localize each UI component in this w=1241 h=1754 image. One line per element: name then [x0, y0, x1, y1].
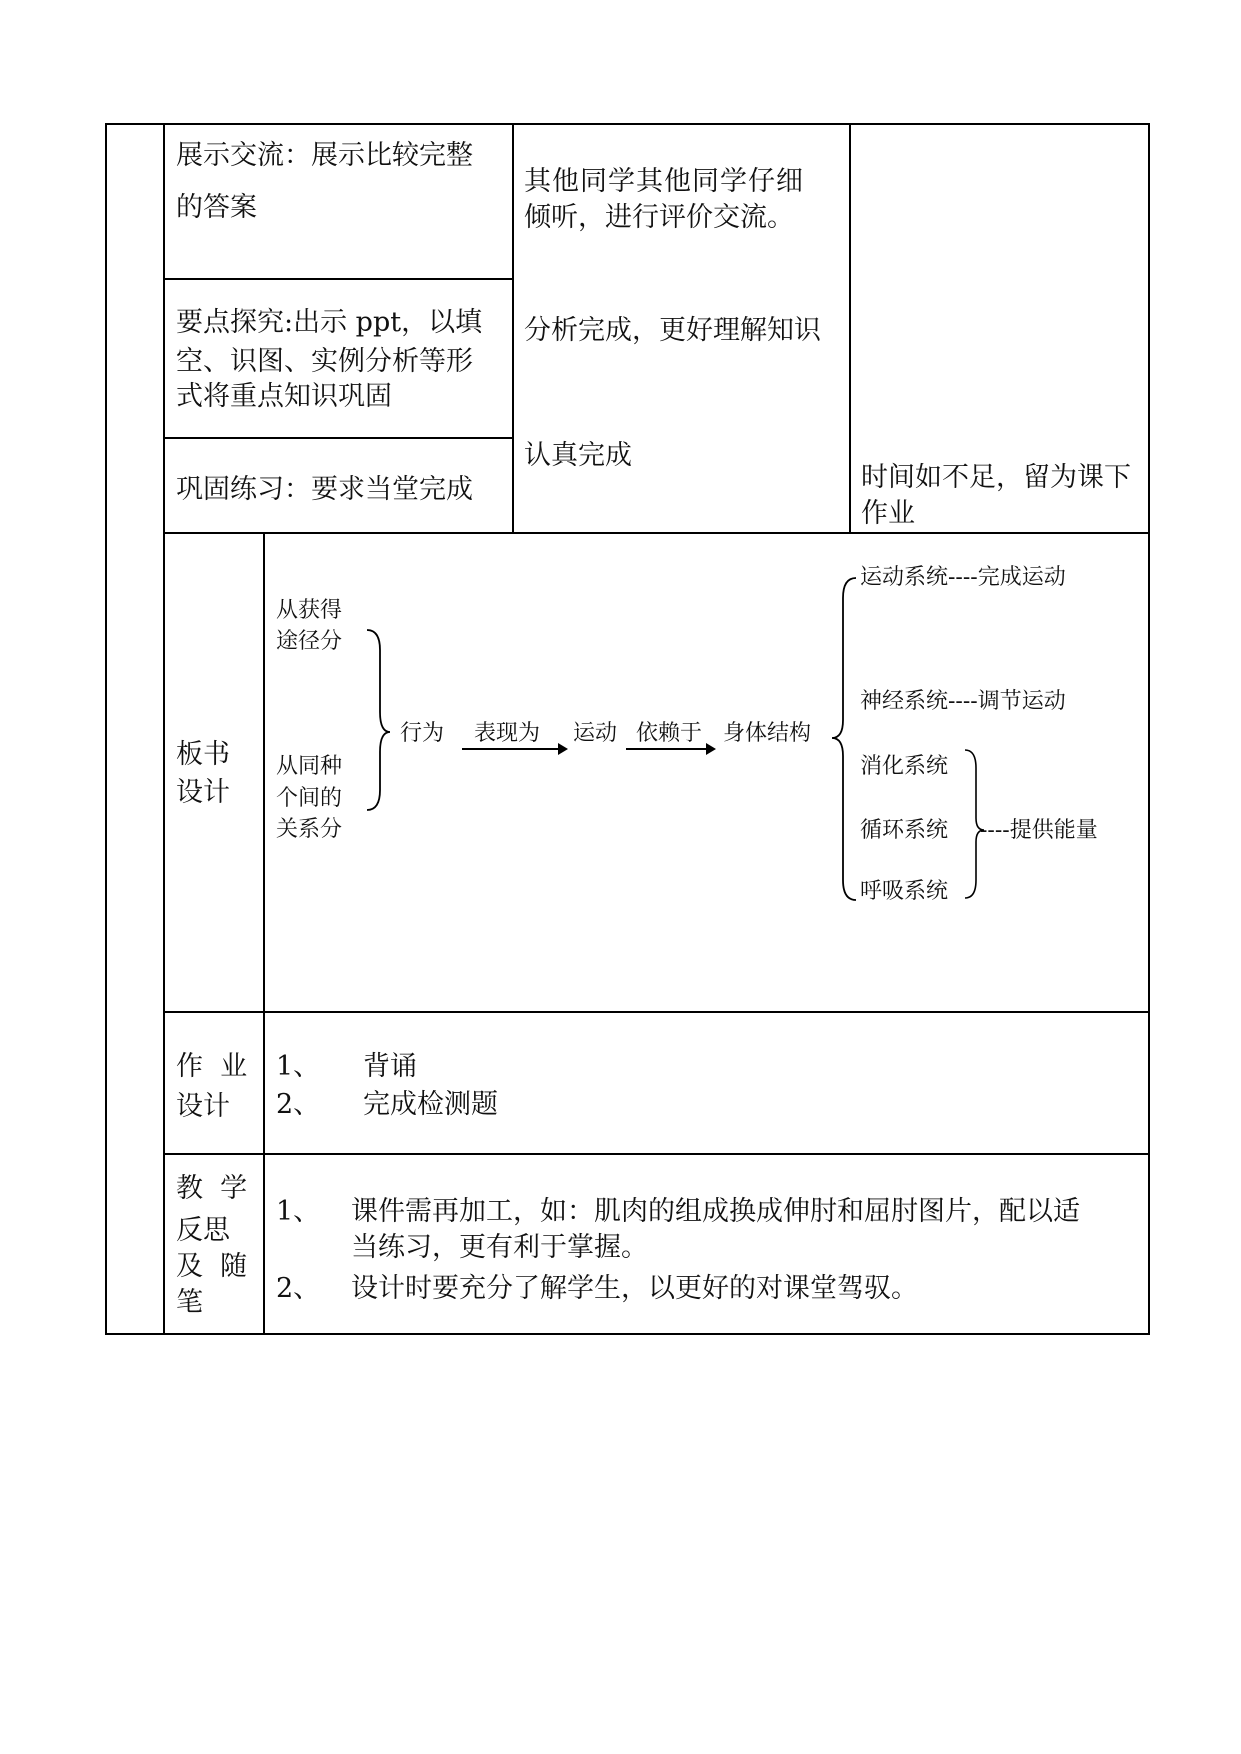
arrow2-head — [706, 743, 716, 755]
source-relation-line3: 关系分 — [276, 817, 343, 842]
arrow2-label: 依赖于 — [636, 721, 703, 746]
reflection-label-line3: 及 随 — [176, 1251, 248, 1282]
teacher-activity-2-line2: 空、识图、实例分析等形 — [176, 346, 473, 377]
teacher-activity-2-line3: 式将重点知识巩固 — [176, 381, 392, 412]
teacher-activity-3: 巩固练习：要求当堂完成 — [176, 474, 473, 505]
body-structure-text: 身体结构 — [723, 721, 812, 746]
note-line2: 作业 — [861, 498, 915, 529]
student-activity-1-line1: 其他同学其他同学仔细 — [524, 166, 804, 197]
behavior-text: 行为 — [400, 721, 445, 746]
teacher-activity-1-line2: 的答案 — [176, 192, 257, 223]
system-nerve: 神经系统----调节运动 — [860, 689, 1066, 714]
homework-label-line1: 作 业 — [176, 1051, 248, 1082]
source-acquisition-line1: 从获得 — [276, 598, 343, 623]
student-activity-2: 分析完成，更好理解知识 — [524, 315, 821, 346]
note-line1: 时间如不足，留为课下 — [861, 462, 1131, 493]
homework-item-1-text: 背诵 — [363, 1051, 417, 1082]
left-brace — [367, 630, 390, 810]
student-activity-3: 认真完成 — [524, 440, 632, 471]
energy-brace — [965, 750, 984, 898]
reflection-item-1-line2: 当练习，更有利于掌握。 — [351, 1232, 648, 1263]
system-digestive: 消化系统 — [860, 754, 949, 779]
board-label-line2: 设计 — [176, 777, 230, 808]
reflection-item-2-line1: 设计时要充分了解学生，以更好的对课堂驾驭。 — [351, 1273, 918, 1304]
teacher-activity-1-line1: 展示交流：展示比较完整 — [176, 140, 473, 171]
system-respiratory: 呼吸系统 — [860, 879, 949, 904]
source-acquisition-line2: 途径分 — [276, 629, 343, 654]
homework-label-line2: 设计 — [176, 1091, 230, 1122]
source-relation-line2: 个间的 — [276, 786, 343, 811]
reflection-item-2-num: 2、 — [276, 1273, 321, 1304]
homework-item-2-text: 完成检测题 — [363, 1089, 498, 1120]
homework-item-2-num: 2、 — [276, 1089, 321, 1120]
student-activity-1-line2: 倾听，进行评价交流。 — [524, 202, 794, 233]
energy-supply: ----提供能量 — [980, 818, 1098, 843]
arrow1-label: 表现为 — [474, 721, 541, 746]
reflection-label-line1: 教 学 — [176, 1173, 248, 1204]
system-motor: 运动系统----完成运动 — [860, 565, 1066, 590]
reflection-item-1-num: 1、 — [276, 1196, 321, 1227]
systems-brace — [832, 578, 856, 900]
source-relation-line1: 从同种 — [276, 754, 343, 779]
reflection-label-line4: 笔 — [176, 1287, 203, 1318]
homework-item-1-num: 1、 — [276, 1051, 321, 1082]
reflection-label-line2: 反思 — [176, 1215, 230, 1246]
system-circulatory: 循环系统 — [860, 818, 949, 843]
reflection-item-1-line1: 课件需再加工，如：肌肉的组成换成伸肘和屈肘图片，配以适 — [351, 1196, 1080, 1227]
arrow1-head — [558, 743, 568, 755]
board-label-line1: 板书 — [176, 739, 230, 770]
motion-text: 运动 — [573, 721, 618, 746]
teacher-activity-2-line1: 要点探究:出示 ppt，以填 — [176, 307, 483, 338]
